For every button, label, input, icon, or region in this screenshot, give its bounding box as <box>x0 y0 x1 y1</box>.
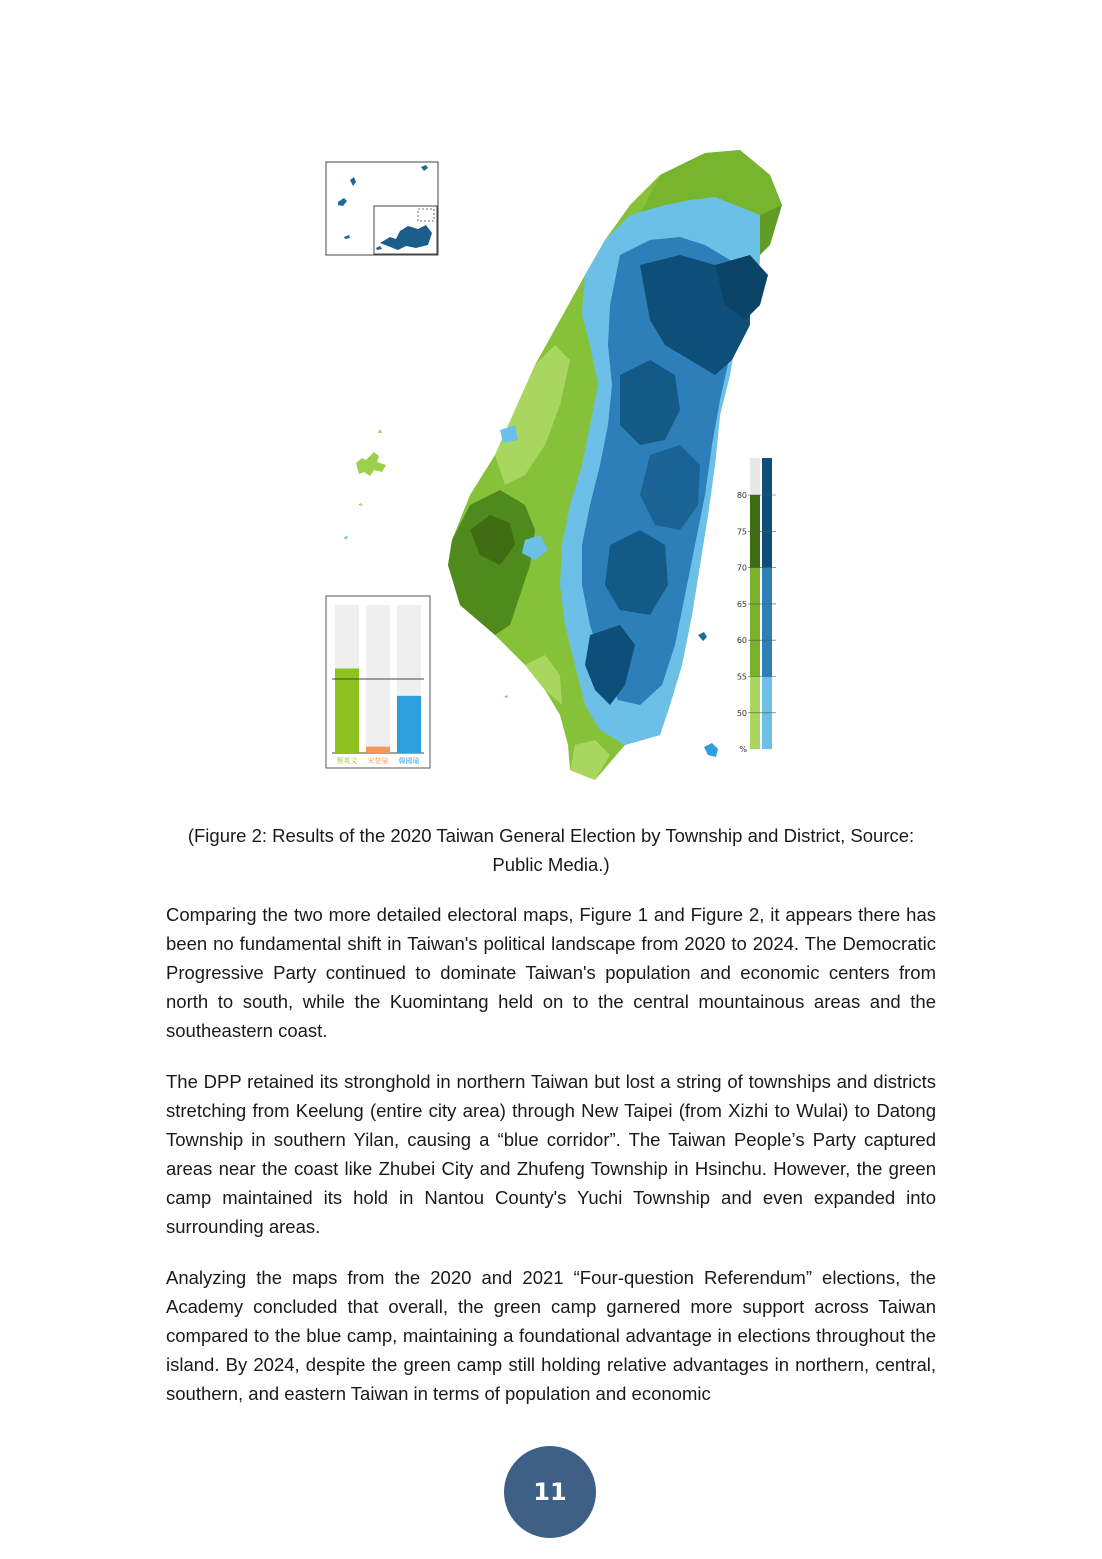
scale-tick-label: 60 <box>736 636 747 646</box>
scale-tick-label: 75 <box>736 527 747 537</box>
scale-band-green <box>750 604 760 640</box>
scale-band-blue <box>762 531 772 567</box>
scale-tick-label: 50 <box>736 708 747 718</box>
scale-tick-label: 65 <box>736 599 747 609</box>
scale-band-blue <box>762 677 772 713</box>
scale-band-green <box>750 568 760 604</box>
scale-band-green <box>750 495 760 531</box>
candidate-name-label: 蔡英文 <box>336 757 358 765</box>
scale-tick-label: % <box>739 745 747 755</box>
body-paragraph-2: The DPP retained its stronghold in northern Taiwan but lost a string of townships and districts stretching from Keelung (entire city area) through New Taipei (from Xizhi to Wulai) to Datong Township in southern Yilan, causing a “blue corridor”. The Taiwan People’s Party captured areas near the coast like Zhubei City and Zhufeng Township in Hsinchu. However, the green camp maintained its hold in Nantou County's Yuchi Township and even expanded into surrounding areas. <box>166 1071 936 1237</box>
liuqiu-island <box>504 695 508 698</box>
scale-band-blue <box>762 713 772 749</box>
vote-share-bar-inset <box>326 596 430 768</box>
scale-band-green <box>750 531 760 567</box>
scale-band-green <box>750 640 760 676</box>
orchid-island <box>704 743 718 757</box>
candidate-name-label: 宋楚瑜 <box>367 757 389 765</box>
taiwan-main-island <box>448 150 782 780</box>
scale-tick-label: 70 <box>736 563 747 573</box>
candidate-bar <box>397 696 421 753</box>
scale-band-green <box>750 713 760 749</box>
candidate-bar <box>366 747 390 753</box>
scale-tick-label: 80 <box>736 491 747 500</box>
penghu-islands <box>344 429 386 540</box>
scale-band-blue <box>762 604 772 640</box>
figure-caption: (Figure 2: Results of the 2020 Taiwan General Election by Township and District, Source: Public Media.) <box>187 825 915 875</box>
body-paragraph-3: Analyzing the maps from the 2020 and 2021 “Four-question Referendum” elections, the Academy concluded that overall, the green camp garnered more support across Taiwan compared to the blue camp, maintaining a foundational advantage in elections throughout the island. By 2024, despite the green camp still holding relative advantages in northern, central, southern, and eastern Taiwan in terms of population and economic <box>166 1267 936 1404</box>
color-scale-legend <box>737 458 776 754</box>
scale-band-blue <box>762 568 772 604</box>
scale-tick-label: 55 <box>736 672 747 682</box>
candidate-bar <box>335 668 359 753</box>
scale-band-blue <box>762 640 772 676</box>
body-paragraph-1: Comparing the two more detailed electoral maps, Figure 1 and Figure 2, it appears there has been no fundamental shift in Taiwan's political landscape from 2020 to 2024. The Democratic Progressive Party continued to dominate Taiwan's population and economic centers from north to south, while the Kuomintang held on to the central mountainous areas and the southeastern coast. <box>166 904 936 1041</box>
scale-band-blue <box>762 495 772 531</box>
page-number-badge: 11 <box>504 1446 596 1538</box>
election-map-figure <box>320 145 790 785</box>
taiwan-election-map <box>320 145 790 785</box>
candidate-name-label: 韓國瑜 <box>398 757 420 765</box>
green-island <box>698 632 707 641</box>
outlying-islands-inset <box>326 162 438 255</box>
scale-band-green <box>750 677 760 713</box>
